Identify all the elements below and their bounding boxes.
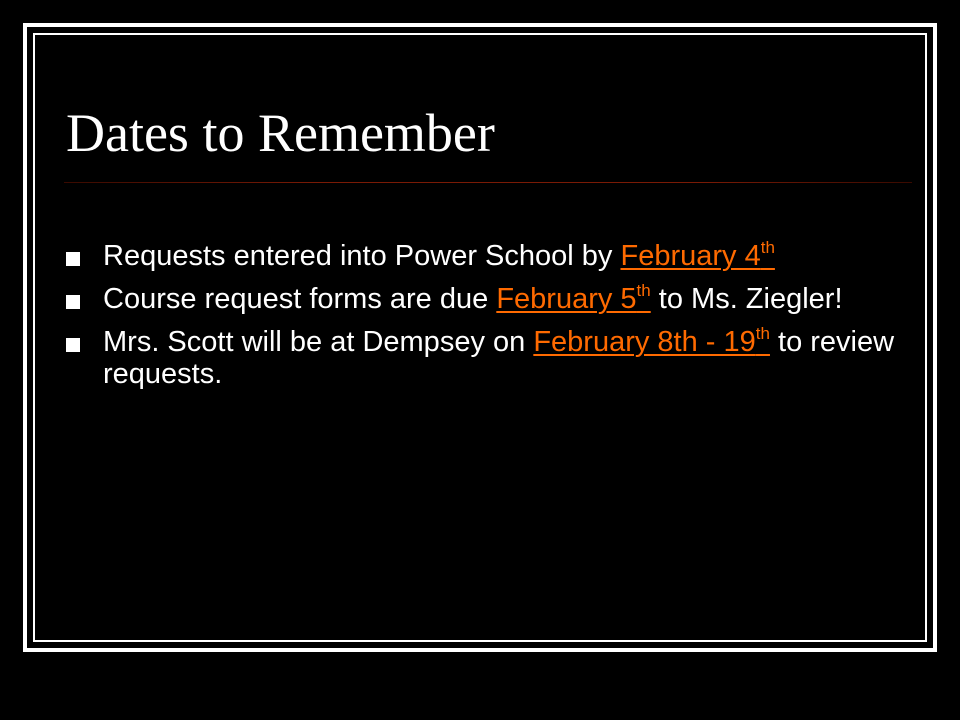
date-suffix: th [636,281,651,300]
date-suffix: th [760,238,775,257]
date-text: February 4 [620,240,761,272]
square-bullet-icon [66,338,80,352]
date-highlight [533,326,770,358]
bullet-list [66,240,906,401]
bullet-text: Requests entered into Power School by [103,240,613,272]
square-bullet-icon [66,252,80,266]
list-item [66,326,906,390]
date-highlight [620,240,774,272]
slide-title: Dates to Remember [66,103,495,163]
square-bullet-icon [66,295,80,309]
list-item [66,240,906,272]
title-divider [64,182,912,183]
list-item [66,283,906,315]
date-highlight [496,283,650,315]
bullet-text: Mrs. Scott will be at Dempsey on [103,326,526,358]
date-text: February 5 [496,283,637,315]
bullet-trailing-text: to Ms. Ziegler! [658,283,843,315]
date-suffix: th [755,324,770,343]
date-text: February 8th - 19 [533,326,756,358]
bullet-text: Course request forms are due [103,283,489,315]
bullet-trailing-text: to review requests. [103,326,895,390]
